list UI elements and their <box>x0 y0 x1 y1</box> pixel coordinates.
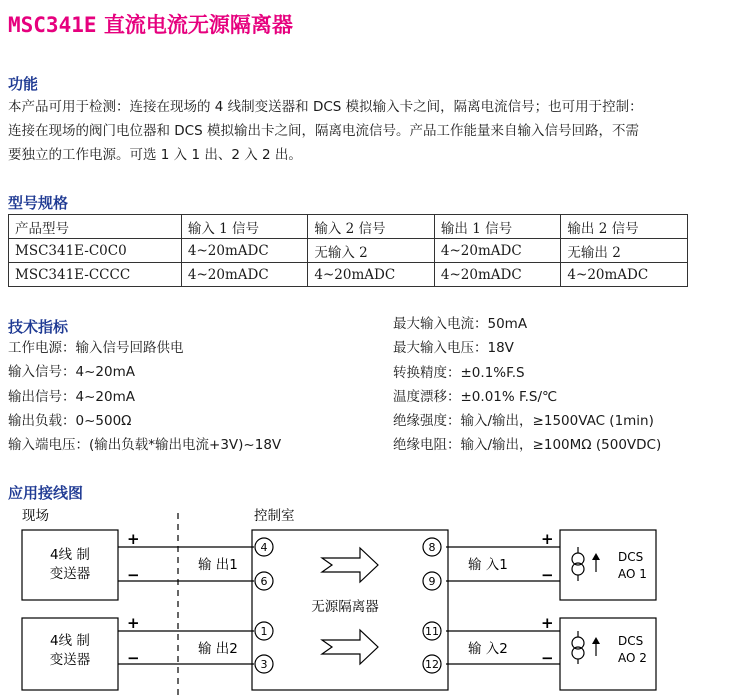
tech-item: 最大输入电流：50mA <box>393 316 528 332</box>
tech-item: 温度漂移：±0.01% F.S/℃ <box>393 388 558 405</box>
function-line: 本产品可用于检测：连接在现场的 4 线制变送器和 DCS 模拟输入卡之间，隔离电流信号；也可用于控制： <box>8 99 643 115</box>
table-cell: 无输出 2 <box>561 239 688 263</box>
table-cell: MSC341E-CCCC <box>9 263 182 287</box>
transmitter-label: 4线 制 <box>50 633 90 649</box>
dcs-label: DCS <box>618 634 644 648</box>
plus-sign: + <box>127 530 140 548</box>
dcs-box-1 <box>560 530 656 600</box>
dcs-ao-label: AO 1 <box>618 567 647 581</box>
plus-sign: + <box>541 614 554 632</box>
table-cell: MSC341E-C0C0 <box>9 239 182 263</box>
tech-heading: 技术指标 <box>8 318 69 336</box>
table-cell: 4~20mADC <box>434 239 561 263</box>
output-label: 输 出1 <box>198 557 238 573</box>
table-cell: 4~20mADC <box>308 263 435 287</box>
minus-sign: − <box>127 649 140 667</box>
terminal-number: 8 <box>428 541 436 554</box>
title-model: MSC341E <box>8 13 97 37</box>
transmitter-box-1 <box>22 530 118 600</box>
table-cell: 4~20mADC <box>181 263 308 287</box>
table-cell: 4~20mADC <box>181 239 308 263</box>
wiring-heading: 应用接线图 <box>8 484 84 502</box>
table-cell: 4~20mADC <box>561 263 688 287</box>
input-label: 输 入2 <box>468 641 508 657</box>
terminal-number: 3 <box>260 658 268 671</box>
tech-item: 转换精度：±0.1%F.S <box>393 364 525 381</box>
terminal-number: 1 <box>260 625 268 638</box>
table-header-cell: 输入 2 信号 <box>308 215 435 239</box>
transmitter-label: 变送器 <box>49 566 91 582</box>
table-header-cell: 输出 2 信号 <box>561 215 688 239</box>
field-label: 现场 <box>22 508 49 524</box>
plus-sign: + <box>127 614 140 632</box>
tech-item: 输出负载：0~500Ω <box>8 412 132 429</box>
minus-sign: − <box>127 566 140 584</box>
transmitter-label: 变送器 <box>49 652 91 668</box>
tech-item: 输入端电压：(输出负载*输出电流+3V)~18V <box>8 437 282 454</box>
signal-arrow-icon <box>322 630 378 664</box>
control-room-label: 控制室 <box>254 508 295 524</box>
dcs-label: DCS <box>618 550 644 564</box>
tech-item: 最大输入电压：18V <box>393 340 514 357</box>
minus-sign: − <box>541 649 554 667</box>
signal-arrow-icon <box>322 548 378 582</box>
table-cell: 4~20mADC <box>434 263 561 287</box>
input-label: 输 入1 <box>468 557 508 573</box>
tech-item: 输入信号：4~20mA <box>8 364 135 381</box>
table-cell: 无输入 2 <box>308 239 435 263</box>
arrow-up-icon <box>592 637 600 644</box>
terminal-number: 4 <box>260 541 268 554</box>
table-header-cell: 输出 1 信号 <box>434 215 561 239</box>
isolator-label: 无源隔离器 <box>311 599 379 615</box>
dcs-ao-label: AO 2 <box>618 651 647 665</box>
output-label: 输 出2 <box>198 641 238 657</box>
tech-item: 绝缘强度：输入/输出，≥1500VAC (1min) <box>393 413 654 430</box>
function-line: 连接在现场的阀门电位器和 DCS 模拟输出卡之间，隔离电流信号。产品工作能量来自输入信号回路，不需 <box>8 123 639 139</box>
arrow-up-icon <box>592 553 600 560</box>
terminal-number: 9 <box>428 575 436 588</box>
function-line: 要独立的工作电源。可选 1 入 1 出、2 入 2 出。 <box>8 147 302 163</box>
minus-sign: − <box>541 566 554 584</box>
function-heading: 功能 <box>8 75 39 93</box>
table-header-cell: 输入 1 信号 <box>181 215 308 239</box>
tech-item: 绝缘电阻：输入/输出，≥100MΩ (500VDC) <box>393 437 662 454</box>
tech-item: 输出信号：4~20mA <box>8 388 135 405</box>
plus-sign: + <box>541 530 554 548</box>
terminal-number: 11 <box>425 625 439 638</box>
tech-item: 工作电源：输入信号回路供电 <box>8 340 184 356</box>
model-spec-heading: 型号规格 <box>8 194 69 212</box>
title-name: 直流电流无源隔离器 <box>103 13 293 37</box>
table-header-cell: 产品型号 <box>9 215 182 239</box>
terminal-number: 12 <box>425 658 439 671</box>
transmitter-label: 4线 制 <box>50 547 90 563</box>
terminal-number: 6 <box>260 575 268 588</box>
